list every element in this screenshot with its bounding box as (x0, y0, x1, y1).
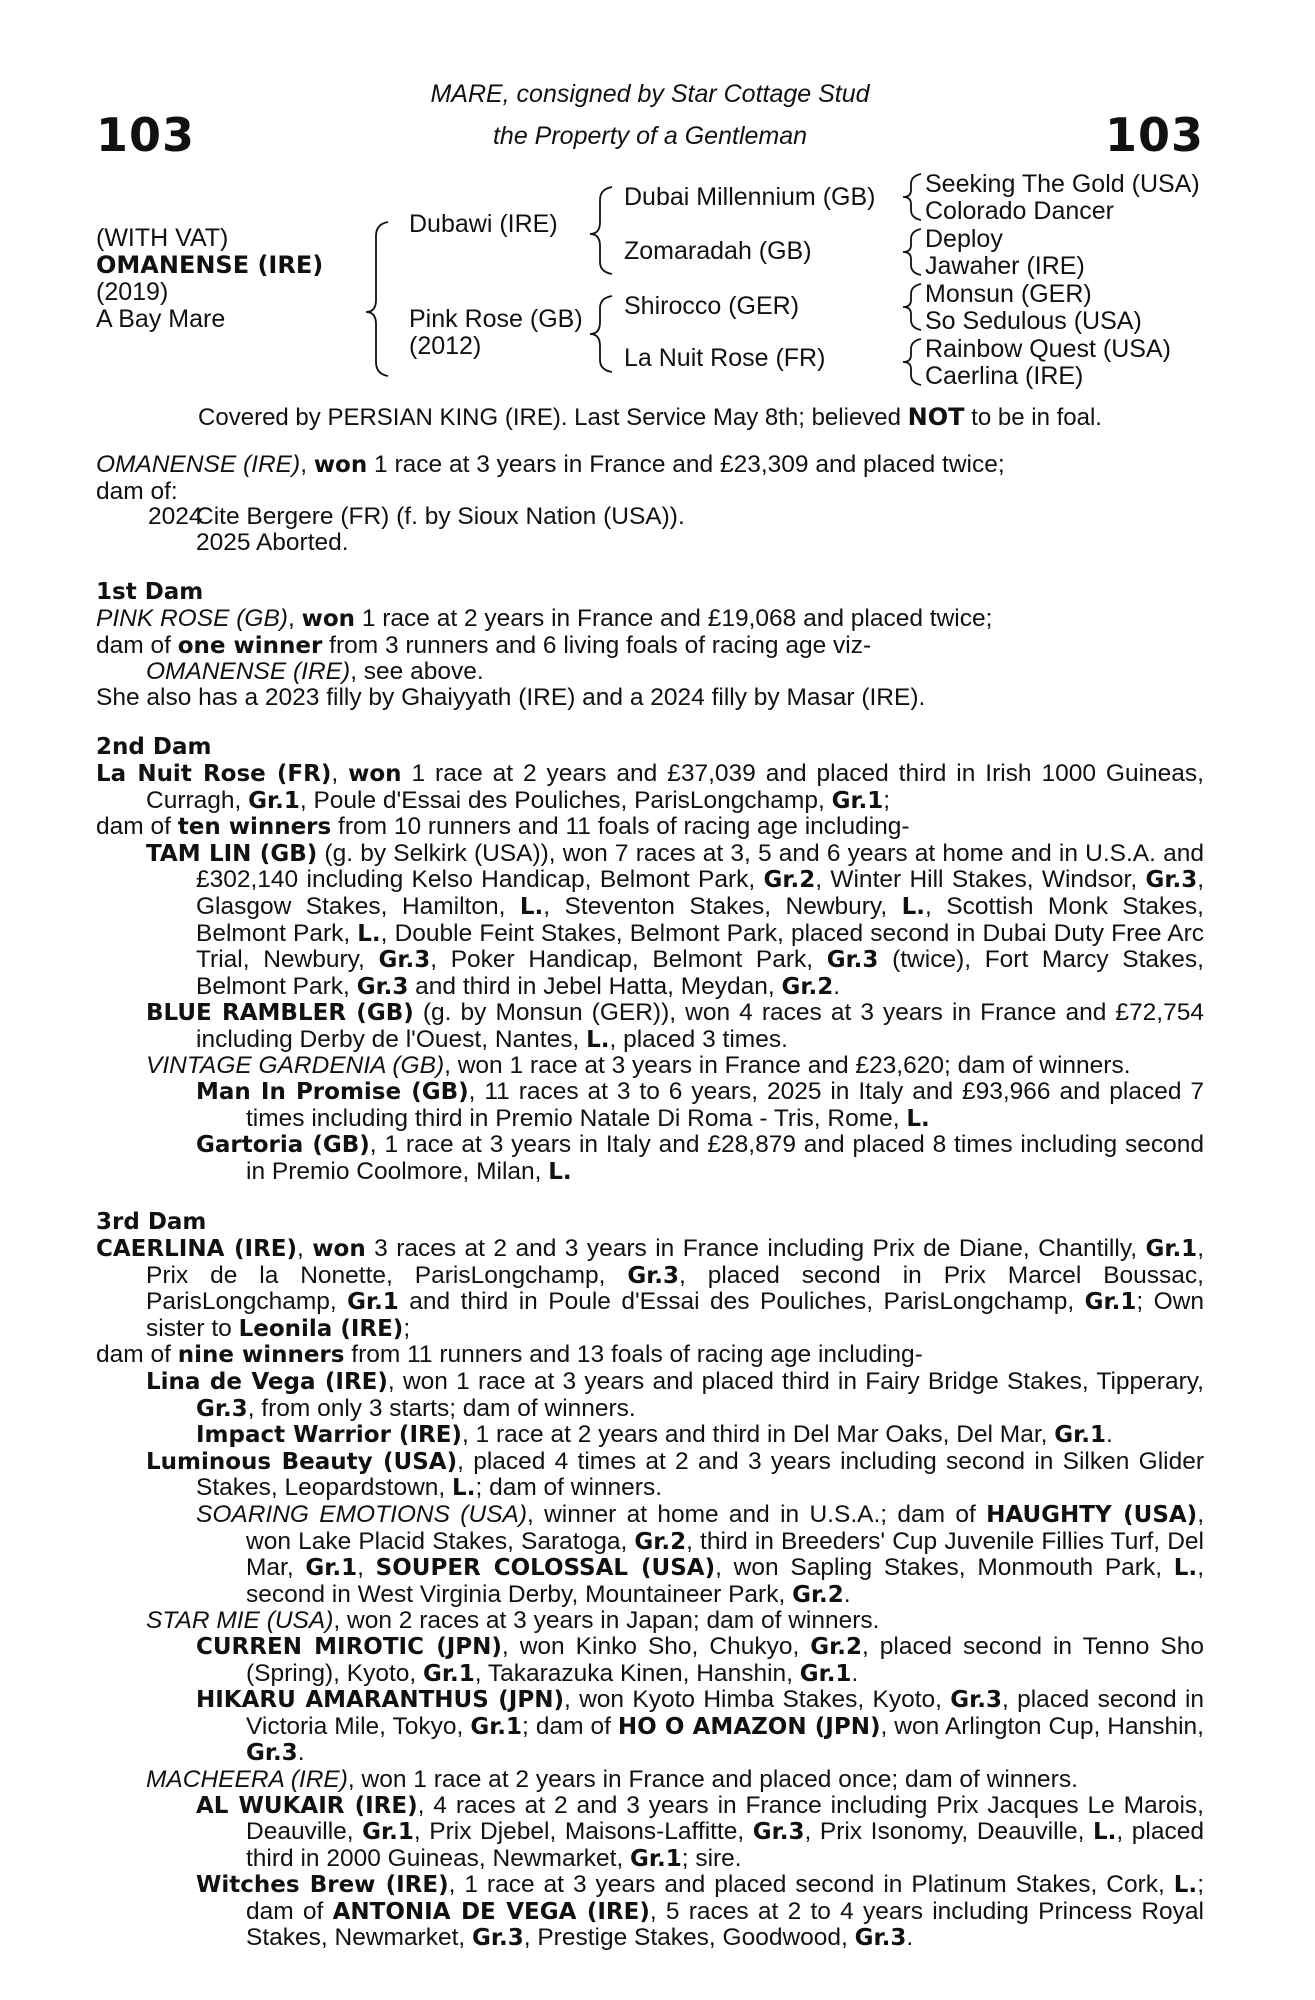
produce-macheera: MACHEERA (IRE), won 1 race at 2 years in France and placed once; dam of winners. (146, 1765, 1078, 1793)
ggp-4: Jawaher (IRE) (925, 252, 1085, 280)
produce-tam-lin: TAM LIN (GB) (g. by Selkirk (USA)), won 7 races at 3, 5 and 6 years at home and in U.S.A. and £302,140 including Kelso Handicap, Belmont Park, Gr.2, Winter Hill Stakes, Windsor, Gr.3, Glasgow Stakes, Hamilton, L., Steventon Stakes, Newbury, L., Scottish Monk Stakes, Belmont Park, L., Double Feint Stakes, Belmont Park, placed second in Dubai Duty Free Arc Trial, Newbury, Gr.3, Poker Handicap, Belmont Park, Gr.3 (twice), Fort Marcy Stakes, Belmont Park, Gr.3 and third in Jebel Hatta, Meydan, Gr.2. (146, 839, 1205, 1000)
bracket-ss (903, 174, 921, 220)
dam-year: (2012) (409, 332, 482, 360)
horse-year: (2019) (96, 278, 169, 306)
lot-number-left: 103 (96, 108, 196, 162)
produce-soaring-emotions: SOARING EMOTIONS (USA), winner at home and in U.S.A.; dam of HAUGHTY (USA), won Lake Placid Stakes, Saratoga, Gr.2, third in Breeders' Cup Juvenile Fillies Turf, Del Mar, Gr.1, SOUPER COLOSSAL (USA), won Sapling Stakes, Monmouth Park, L., second in West Virginia Derby, Mountaineer Park, Gr.2. (196, 1500, 1205, 1608)
bracket-dd (903, 339, 921, 385)
first-dam-produce: OMANENSE (IRE), see above. (146, 658, 484, 686)
sire-sire: Dubai Millennium (GB) (624, 183, 876, 211)
vat-label: (WITH VAT) (96, 224, 229, 252)
produce-curren-mirotic: CURREN MIROTIC (JPN), won Kinko Sho, Chukyo, Gr.2, placed second in Tenno Sho (Spring), Kyoto, Gr.1, Takarazuka Kinen, Hanshin, Gr.1. (196, 1632, 1204, 1687)
second-dam-produce-intro: dam of ten winners from 10 runners and 11 foals of racing age including- (96, 813, 910, 841)
dam: Pink Rose (GB) (409, 305, 583, 333)
second-dam-record: La Nuit Rose (FR), won 1 race at 2 years and £37,039 and placed third in Irish 1000 Guineas, Curragh, Gr.1, Poule d'Essai des Pouliches, ParisLongchamp, Gr.1; (96, 759, 1204, 814)
ggp-3: Deploy (925, 225, 1003, 253)
sire-dam: Zomaradah (GB) (624, 237, 812, 265)
produce-man-in-promise: Man In Promise (GB), 11 races at 3 to 6 years, 2025 in Italy and £93,966 and placed 7 times including third in Premio Natale Di Roma - Tris, Rome, L. (196, 1078, 1204, 1132)
covering-not: NOT (907, 403, 965, 431)
bracket-main (366, 222, 388, 376)
produce-blue-rambler: BLUE RAMBLER (GB) (g. by Monsun (GER)), won 4 races at 3 years in France and £72,754 including Derby de l'Ouest, Nantes, L., placed 3 times. (146, 999, 1204, 1053)
bracket-dam (590, 296, 612, 372)
pedigree-notes (96, 452, 1204, 1952)
sire: Dubawi (IRE) (409, 210, 558, 238)
ggp-8: Caerlina (IRE) (925, 362, 1084, 390)
bracket-ds (903, 284, 921, 330)
produce-line-1: OMANENSE (IRE), won 1 race at 3 years in France and £23,309 and placed twice; (96, 451, 1005, 478)
produce-hikaru-amaranthus: HIKARU AMARANTHUS (JPN), won Kyoto Himba Stakes, Kyoto, Gr.3, placed second in Victoria Mile, Tokyo, Gr.1; dam of HO O AMAZON (JPN), won Arlington Cup, Hanshin, Gr.3. (196, 1686, 1205, 1767)
covering-text-a: Covered by PERSIAN KING (IRE). Last Service May 8th; believed (198, 404, 908, 431)
horse-description: A Bay Mare (96, 305, 226, 333)
first-dam-line-2: dam of one winner from 3 runners and 6 living foals of racing age viz- (96, 631, 872, 659)
bracket-sd (903, 229, 921, 275)
ggp-2: Colorado Dancer (925, 197, 1114, 225)
produce-witches-brew: Witches Brew (IRE), 1 race at 3 years and placed second in Platinum Stakes, Cork, L.; dam of ANTONIA DE VEGA (IRE), 5 races at 2 to 4 years including Princess Royal Stakes, Newmarket, Gr.3, Prestige Stakes, Goodwood, Gr.3. (196, 1871, 1204, 1952)
ggp-7: Rainbow Quest (USA) (925, 335, 1171, 363)
produce-luminous-beauty: Luminous Beauty (USA), placed 4 times at 2 and 3 years including second in Silken Glider Stakes, Leopardstown, L.; dam of winners. (146, 1447, 1204, 1502)
bracket-sire (590, 187, 612, 274)
produce-vintage-gardenia: VINTAGE GARDENIA (GB), won 1 race at 3 years in France and £23,620; dam of winners. (146, 1052, 1131, 1080)
lot-number-right: 103 (1104, 108, 1204, 162)
ggp-6: So Sedulous (USA) (925, 307, 1142, 335)
horse-name: OMANENSE (IRE) (96, 251, 324, 279)
third-dam-heading: 3rd Dam (96, 1209, 207, 1236)
first-dam-line-1: PINK ROSE (GB), won 1 race at 2 years in France and £19,068 and placed twice; (96, 604, 993, 632)
third-dam-record: CAERLINA (IRE), won 3 races at 2 and 3 years in France including Prix de Diane, Chantilly, Gr.1, Prix de la Nonette, ParisLongchamp, Gr.3, placed second in Prix Marcel Boussac, ParisLongchamp, Gr.1 and third in Poule d'Essai des Pouliches, ParisLongchamp, Gr.1; Own sister to Leonila (IRE); (96, 1235, 1204, 1342)
dam-sire: Shirocco (GER) (624, 292, 800, 320)
property-line: the Property of a Gentleman (492, 122, 808, 150)
dam-dam: La Nuit Rose (FR) (624, 344, 826, 372)
first-dam-heading: 1st Dam (96, 579, 204, 606)
covering-note (0, 403, 1300, 432)
second-dam-heading: 2nd Dam (96, 734, 212, 761)
third-dam-produce-intro: dam of nine winners from 11 runners and 13 foals of racing age including- (96, 1341, 923, 1369)
covering-text-b: to be in foal. (964, 404, 1102, 431)
produce-gartoria: Gartoria (GB), 1 race at 3 years in Italy and £28,879 and placed 8 times including second in Premio Coolmore, Milan, L. (196, 1131, 1204, 1185)
first-dam-line-4: She also has a 2023 filly by Ghaiyyath (IRE) and a 2024 filly by Masar (IRE). (96, 683, 926, 711)
produce-foal-2024: 2024 Cite Bergere (FR) (f. by Sioux Nation (USA)). (148, 503, 685, 531)
produce-impact-warrior: Impact Warrior (IRE), 1 race at 2 years and third in Del Mar Oaks, Del Mar, Gr.1. (196, 1421, 1113, 1449)
produce-line-2: dam of: (96, 477, 178, 505)
produce-foal-2025: 2025 Aborted. (196, 528, 349, 556)
produce-lina-de-vega: Lina de Vega (IRE), won 1 race at 3 years and placed third in Fairy Bridge Stakes, Tipperary, Gr.3, from only 3 starts; dam of winners. (146, 1368, 1204, 1422)
produce-star-mie: STAR MIE (USA), won 2 races at 3 years in Japan; dam of winners. (146, 1607, 880, 1635)
ggp-5: Monsun (GER) (925, 280, 1092, 308)
ggp-1: Seeking The Gold (USA) (925, 170, 1200, 198)
consignor-line: MARE, consigned by Star Cottage Stud (430, 80, 870, 108)
produce-al-wukair: AL WUKAIR (IRE), 4 races at 2 and 3 years in France including Prix Jacques Le Marois, Deauville, Gr.1, Prix Djebel, Maisons-Laffitte, Gr.3, Prix Isonomy, Deauville, L., placed third in 2000 Guineas, Newmarket, Gr.1; sire. (196, 1791, 1204, 1872)
